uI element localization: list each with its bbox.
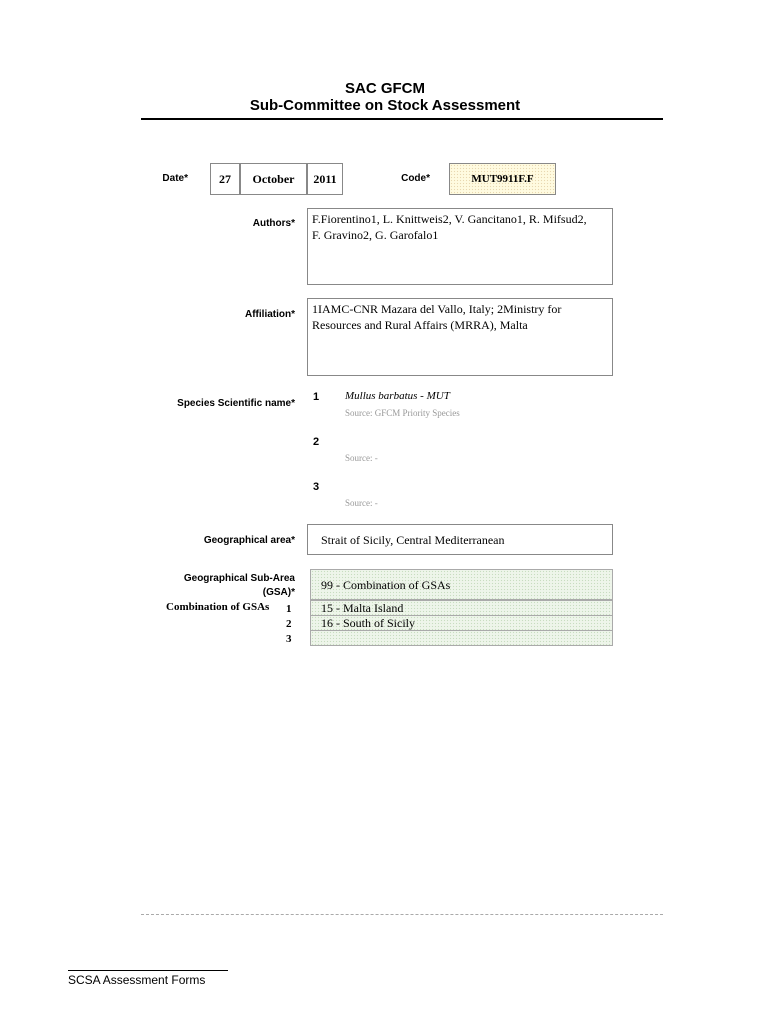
header-divider	[141, 118, 663, 120]
authors-field[interactable]	[307, 208, 613, 285]
gsa-row-2-number: 2	[286, 618, 292, 630]
gsa-row-1-field[interactable]: 15 - Malta Island	[310, 600, 613, 616]
authors-line-2: F. Gravino2, G. Garofalo1	[312, 228, 439, 242]
gsa-row-1-number: 1	[286, 603, 292, 615]
affiliation-line-2: Resources and Rural Affairs (MRRA), Malta	[312, 318, 528, 332]
affiliation-field[interactable]	[307, 298, 613, 376]
gsa-label-line-2: (GSA)*	[262, 587, 295, 598]
species-2-number: 2	[313, 436, 320, 448]
combination-label: Combination of GSAs	[166, 601, 270, 613]
gsa-label-line-1: Geographical Sub-Area	[183, 573, 295, 584]
species-1-name[interactable]: Mullus barbatus - MUT	[345, 390, 450, 402]
gsa-main-field[interactable]: 99 - Combination of GSAs	[310, 569, 613, 600]
date-label: Date*	[162, 173, 188, 184]
code-label: Code*	[401, 173, 430, 184]
species-label: Species Scientific name*	[177, 398, 295, 409]
geo-area-label: Geographical area*	[203, 535, 295, 546]
affiliation-label: Affiliation*	[245, 309, 295, 320]
page-bottom-divider	[141, 914, 663, 915]
authors-label: Authors*	[252, 218, 295, 229]
species-3-source: Source: -	[345, 498, 378, 508]
date-year-field[interactable]: 2011	[307, 163, 343, 195]
affiliation-line-1: 1IAMC-CNR Mazara del Vallo, Italy; 2Ministry for	[312, 302, 562, 316]
page-title: SAC GFCM	[345, 80, 425, 97]
footer-text: SCSA Assessment Forms	[68, 973, 206, 987]
authors-line-1: F.Fiorentino1, L. Knittweis2, V. Gancitano1, R. Mifsud2,	[312, 212, 587, 226]
code-field[interactable]: MUT9911F.F	[449, 163, 556, 195]
species-1-source: Source: GFCM Priority Species	[345, 408, 460, 418]
page-subtitle: Sub-Committee on Stock Assessment	[249, 97, 521, 114]
gsa-row-3-number: 3	[286, 633, 292, 645]
gsa-row-3-field[interactable]	[310, 630, 613, 646]
date-day-field[interactable]: 27	[210, 163, 240, 195]
species-3-name[interactable]	[345, 481, 545, 495]
gsa-row-2-field[interactable]: 16 - South of Sicily	[310, 615, 613, 631]
geo-area-field[interactable]: Strait of Sicily, Central Mediterranean	[307, 524, 613, 555]
species-1-number: 1	[313, 391, 320, 403]
species-3-number: 3	[313, 481, 320, 493]
species-2-name[interactable]	[345, 436, 545, 450]
footer-rule	[68, 970, 228, 971]
date-month-field[interactable]: October	[240, 163, 307, 195]
species-2-source: Source: -	[345, 453, 378, 463]
